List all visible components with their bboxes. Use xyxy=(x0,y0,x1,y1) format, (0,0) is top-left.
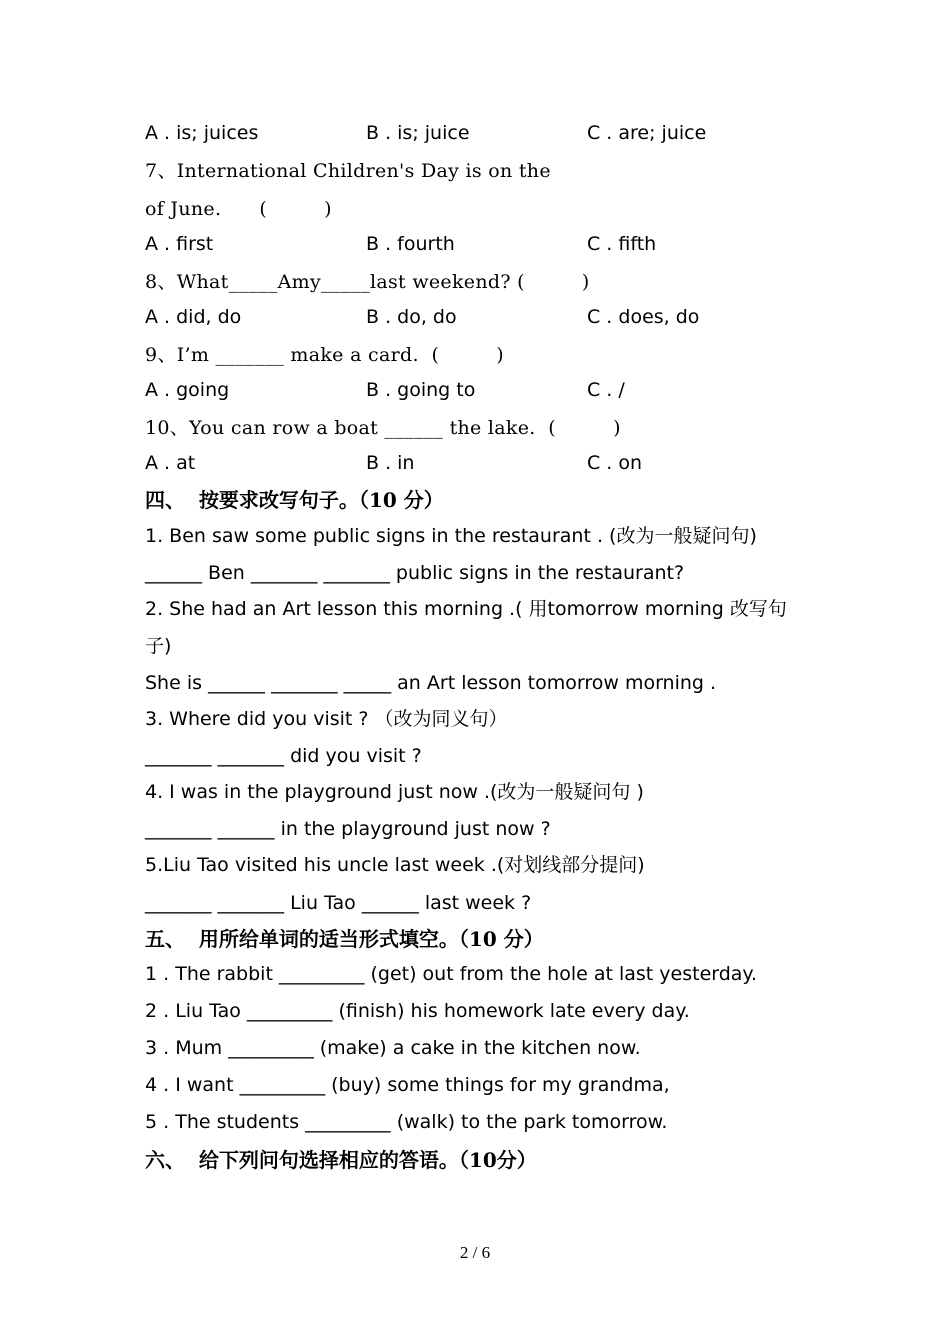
q6-option-b: B . is; juice xyxy=(366,122,470,144)
s5-line-2: 2 . Liu Tao _________ (finish) his homework late every day. xyxy=(145,1000,690,1022)
s4-line-7: _______ _______ did you visit ? xyxy=(145,745,422,767)
q10-option-a: A . at xyxy=(145,452,196,474)
s4-line-2: ______ Ben _______ _______ public signs in the restaurant? xyxy=(145,562,685,584)
q8-option-b: B . do, do xyxy=(366,306,457,328)
s4-line-3: 2. She had an Art lesson this morning .( 用tomorrow morning 改写句 xyxy=(145,598,787,620)
q9-stem: 9、I’m _______ make a card. ( ) xyxy=(145,344,504,366)
s4-line-1: 1. Ben saw some public signs in the restaurant . (改为一般疑问句) xyxy=(145,525,757,547)
q6-option-c: C . are; juice xyxy=(587,122,707,144)
q7-option-c: C . fifth xyxy=(587,233,657,255)
section5-heading: 五、 用所给单词的适当形式填空。（10 分） xyxy=(145,927,544,951)
s4-line-8: 4. I was in the playground just now .(改为一般疑问句 ) xyxy=(145,781,644,803)
s5-line-1: 1 . The rabbit _________ (get) out from the hole at last yesterday. xyxy=(145,963,758,985)
q8-stem: 8、What_____Amy_____last weekend? ( ) xyxy=(145,271,590,293)
q9-option-c: C . / xyxy=(587,379,625,401)
s4-line-11: _______ _______ Liu Tao ______ last week ? xyxy=(145,892,532,914)
q7-option-a: A . first xyxy=(145,233,214,255)
q7-option-b: B . fourth xyxy=(366,233,455,255)
q8-option-a: A . did, do xyxy=(145,306,242,328)
s4-line-4: 子) xyxy=(145,635,172,657)
s4-line-6: 3. Where did you visit ? （改为同义句） xyxy=(145,708,508,730)
q10-stem: 10、You can row a boat ______ the lake. ( ) xyxy=(145,417,621,439)
s5-line-3: 3 . Mum _________ (make) a cake in the kitchen now. xyxy=(145,1037,641,1059)
page-number: 2 / 6 xyxy=(459,1243,491,1262)
q9-option-a: A . going xyxy=(145,379,230,401)
q7-stem-line2: of June. ( ) xyxy=(145,198,332,220)
q10-option-b: B . in xyxy=(366,452,415,474)
section6-heading: 六、 给下列问句选择相应的答语。（10分） xyxy=(145,1148,537,1172)
q6-option-a: A . is; juices xyxy=(145,122,259,144)
s4-line-5: She is ______ _______ _____ an Art lesson tomorrow morning . xyxy=(145,672,717,694)
s5-line-5: 5 . The students _________ (walk) to the park tomorrow. xyxy=(145,1111,668,1133)
s5-line-4: 4 . I want _________ (buy) some things for my grandma, xyxy=(145,1074,670,1096)
s4-line-9: _______ ______ in the playground just now ? xyxy=(145,818,551,840)
q9-option-b: B . going to xyxy=(366,379,476,401)
q10-option-c: C . on xyxy=(587,452,643,474)
section4-heading: 四、 按要求改写句子。（10 分） xyxy=(145,488,444,512)
q7-stem-line1: 7、International Children's Day is on the xyxy=(145,160,551,182)
q8-option-c: C . does, do xyxy=(587,306,700,328)
s4-line-10: 5.Liu Tao visited his uncle last week .(对划线部分提问) xyxy=(145,854,645,876)
